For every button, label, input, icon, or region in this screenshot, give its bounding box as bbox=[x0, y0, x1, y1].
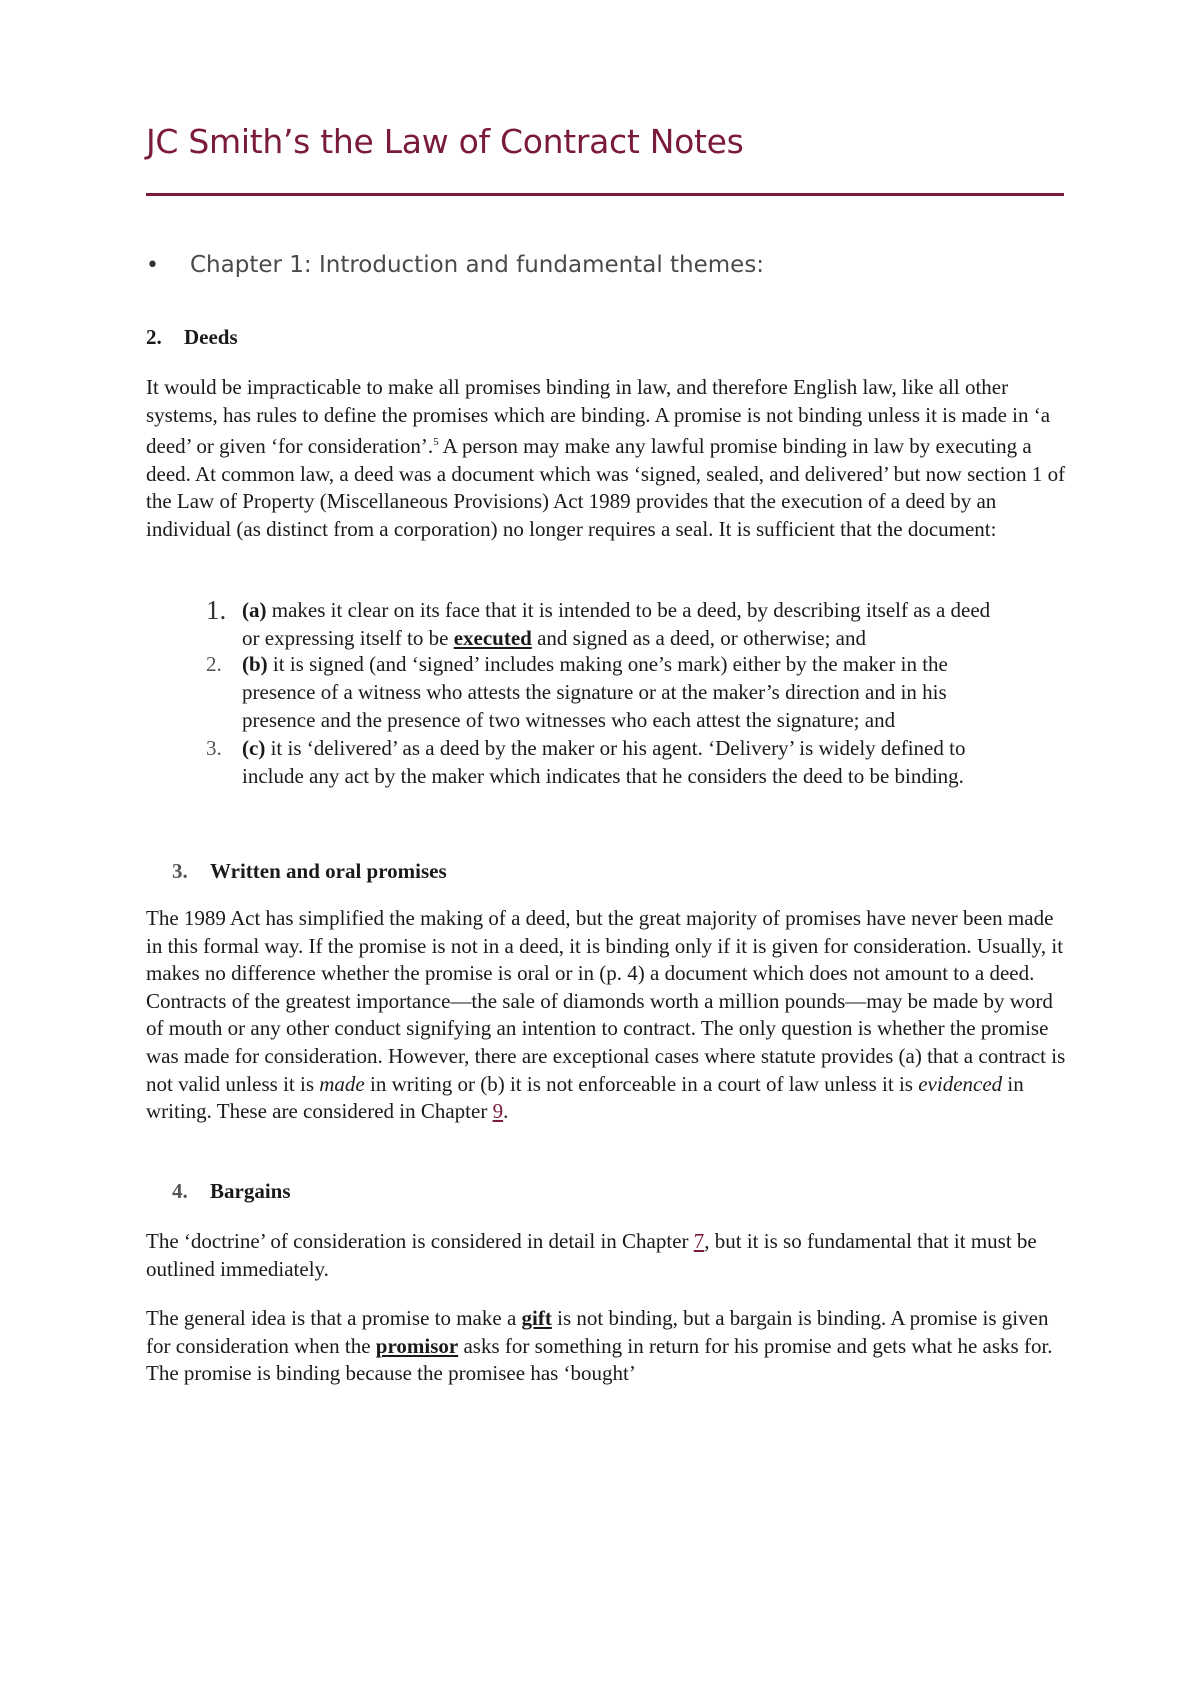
chapter-link[interactable]: 7 bbox=[693, 1229, 705, 1253]
list-item: 3. (c) it is ‘delivered’ as a deed by the maker or his agent. ‘Delivery’ is widely defined to include any act by the maker which indicates that he considers the deed to be binding. bbox=[206, 736, 966, 788]
section-number: 4. bbox=[172, 1179, 188, 1203]
document-title: JC Smith’s the Law of Contract Notes bbox=[146, 122, 744, 161]
section-number: 3. bbox=[172, 859, 188, 883]
paragraph-bargains-1: The ‘doctrine’ of consideration is considered in detail in Chapter 7, but it is so fundamental that it must be outlined immediately. bbox=[146, 1229, 1037, 1281]
section-heading-written-oral bbox=[172, 856, 1092, 886]
section-heading-deeds bbox=[146, 322, 1066, 352]
chapter-heading bbox=[146, 252, 764, 278]
section-heading-bargains bbox=[172, 1176, 1092, 1206]
paragraph-written-oral: The 1989 Act has simplified the making of a deed, but the great majority of promises have never been made in this formal way. If the promise is not in a deed, it is binding only if it is given for consideration. Usually, it makes no difference whether the promise is oral or in (p. 4) a document which does not amount to a deed. Contracts of the greatest importance—the sale of diamonds worth a million pounds—may be made by word of mouth or any other conduct signifying an intention to contract. The only question is whether the promise was made for consideration. However, there are exceptional cases where statute provides (a) that a contract is not valid unless it is made in writing or (b) it is not enforceable in a court of law unless it is evidenced in writing. These are considered in Chapter 9. bbox=[146, 906, 1066, 1124]
chapter-title: Chapter 1: Introduction and fundamental themes: bbox=[190, 252, 765, 278]
section-number: 2. bbox=[146, 325, 162, 349]
section-heading-text: Deeds bbox=[184, 325, 238, 349]
bullet-icon: • bbox=[146, 253, 159, 278]
promisor-term: promisor bbox=[375, 1333, 459, 1358]
list-item: 1. (a) makes it clear on its face that it is intended to be a deed, by describing itself as a deed or expressing itself to be executed and signed as a deed, or otherwise; and bbox=[206, 595, 991, 650]
title-rule bbox=[146, 193, 1064, 196]
gift-term: gift bbox=[521, 1306, 552, 1330]
chapter-link[interactable]: 9 bbox=[492, 1099, 504, 1124]
section-heading-text: Written and oral promises bbox=[210, 859, 447, 883]
executed-term: executed bbox=[453, 626, 532, 650]
list-number: 2. bbox=[206, 652, 222, 676]
footnote-ref[interactable]: 5 bbox=[433, 436, 439, 449]
paragraph-deeds: It would be impracticable to make all promises binding in law, and therefore English law, like all other systems, has rules to define the promises which are binding. A promise is not binding unless it is made in ‘a deed’ or given ‘for consideration’.$^5$ A person may make any lawful promise binding in law by executing a deed. At common law, a deed was a document which was ‘signed, sealed, and delivered’ but now section 1 of the Law of Property (Miscellaneous Provisions) Act 1989 provides that the execution of a deed by an individual (as distinct from a corporation) no longer requires a seal. It is sufficient that the document: bbox=[146, 375, 1066, 541]
paragraph-bargains-2: The general idea is that a promise to make a gift is not binding, but a bargain is binding. A promise is given for consideration when the promisor asks for something in return for his promise and gets what he asks for. The promise is binding because the promisee has ‘bought’ bbox=[146, 1306, 1053, 1386]
section-heading-text: Bargains bbox=[210, 1179, 291, 1203]
list-number: 1. bbox=[206, 595, 227, 625]
list-number: 3. bbox=[206, 736, 222, 760]
list-item: 2. (b) it is signed (and ‘signed’ includes making one’s mark) either by the maker in the presence of a witness who attests the signature or at the maker’s direction and in his presence and the presence of two witnesses who each attest the signature; and bbox=[206, 652, 948, 732]
deed-requirements-list bbox=[206, 596, 1006, 790]
